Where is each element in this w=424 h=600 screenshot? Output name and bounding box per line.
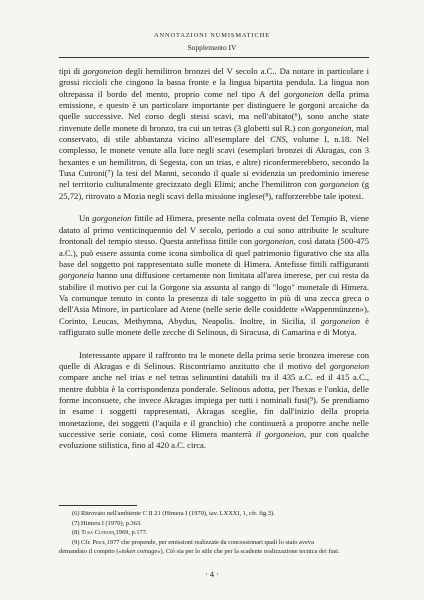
author-name: Price xyxy=(92,538,106,546)
text-run: ,1969, p.177. xyxy=(113,529,148,536)
body-text xyxy=(59,66,369,452)
footnotes xyxy=(59,509,369,557)
footnote-rule xyxy=(59,505,137,506)
text-run: tipi di xyxy=(59,66,84,76)
text-run: demandato il compito (« xyxy=(59,548,122,555)
text-run: Un xyxy=(79,213,93,224)
italic-term: gorgoneion, xyxy=(254,236,296,247)
text-run: pur con qualche evoluzione stilistica, fino al 420 a.C. circa. xyxy=(59,429,369,451)
italic-term: gorgoneion xyxy=(83,66,123,76)
section-subtitle: Supplemento IV xyxy=(187,43,237,52)
text-run: ,1977 che propende, per emissioni realizzate da concessionari quali lo stato aveva xyxy=(105,538,314,546)
italic-term: il gorgoneion, xyxy=(255,429,307,439)
header-rule xyxy=(59,57,369,58)
italic-term: gorgoneion xyxy=(320,315,361,326)
text-run: (g 25,72), ritrovato a Mozia negli scavi della missione inglese(⁸), rafforzerebbe tale ipotesi. xyxy=(59,179,370,201)
italic-term: gorgoneion, xyxy=(312,122,354,133)
text-run: fittile ad Himera, presente nella colmata ovest del Tempio B, viene datato al primo venticinquennio del V secolo, periodo a cui sono attribuite le sculture frontonali del tempio stesso. Questa antefissa fittile con xyxy=(59,213,369,247)
italic-term: gorgoneion xyxy=(329,360,369,371)
text-run: degli hemilitron bronzei del V secolo a.C.. Da notare in particolare i grossi riccioli che cingono la bassa fronte e la lingua bipartita pendula. La lingua non oltrepassa il bordo del mento, proprio come nel tipo A del xyxy=(59,66,369,99)
text-run: mal conservato, di stile abbastanza vicino all'esemplare del xyxy=(59,122,369,145)
text-run: Interessante appare il raffronto tra le monete della prima serie bronzea imerese con quelle di Akragas e di Selinous. Riscontriamo anzitutto che il motivo del xyxy=(59,349,369,371)
text-run: (9) Cfr. xyxy=(72,538,93,546)
text-run: hanno una diffusione certamente non limitata all'area imerese, per cui resta da stabilire il motivo per cui la Gorgone sia assunta al rango di "logo" monetale di Himera. Va comunque tenuto in conto la presenza di tale soggetto in più di una zecca greca o dell'Asia Minore, in particolare ad Atene (nelle serie delle cosiddette «Wappenmünzen»), Corinto, Leucas, Methymna, Abydus, Neapolis. Inoltre, in Sicilia, il xyxy=(59,270,369,326)
footnote-7: (7) Himera I (1970), p.363. xyxy=(72,519,142,527)
footnote-9 xyxy=(59,538,369,548)
footnote-8 xyxy=(59,528,369,538)
text-run: è raffigurato sulle monete delle zecche di Selinous, di Siracusa, di Camarina e di Motya. xyxy=(59,315,369,337)
text-run: »). Ciò sia per lo stile che per la scadente realizzazione tecnica dei fusi. xyxy=(157,548,340,555)
italic-term: token coinage xyxy=(121,548,158,555)
text-run: della prima emissione, e questo è un particolare importante per distinguere le gorgoni arcaiche da quelle successive. Nel corso degli stessi scavi, ma nell'abitato(⁶), sono anche state rinvenute delle monete di bronzo, tra cui un tetras (3 globetti sul R.) con xyxy=(59,88,369,133)
italic-term: CNS xyxy=(270,134,286,145)
italic-term: gorgoneia xyxy=(59,270,95,281)
italic-term: gorgoneion xyxy=(284,88,324,99)
footnote-6: (6) Ritrovato nell'ambiente C II 21 (Himera I (1970), tav. LXXXI, 1, cfr. fig.3). xyxy=(72,510,275,517)
author-name: Tusa Cutroni xyxy=(81,529,114,536)
paragraph-1 xyxy=(59,66,369,202)
paragraph-3 xyxy=(59,350,369,452)
running-title: ANNOTAZIONI NUMISMATICHE xyxy=(153,32,271,39)
page-number: · 4 · xyxy=(205,570,219,579)
paragraph-2 xyxy=(59,213,369,338)
italic-term: gorgoneion xyxy=(319,179,359,190)
text-run: compare anche nel trias e nel tetras selinuntini databili tra il 435 a.C. ed il 415 a.C., mentre dubbia è la corrispondenza ponderale. Selinous adotta, per l'hexas e l'onkia, delle forme inconsuete, che invece Akragas impiega per tutti i nominali fusi(⁹). Se prendiamo in esame i soggetti rappresentati, Akragas sceglie, fin dall'inizio della propria monetazione, dei soggetti (l'aquila e il granchio) che continuerà a proporre anche nelle successive serie coniate, così come Himera manterrà xyxy=(59,372,369,439)
text-run: (8) xyxy=(72,529,82,536)
text-run: così datata (500-475 a.C.), può essere assunta come icona simbolica di quel patrimonio figurativo che sta alla base del soggetto poi rappresentato sulle monete di Himera. Antefisse fittili raffiguranti xyxy=(59,236,369,269)
footnote-9-continued xyxy=(59,547,369,557)
italic-term: gorgoneion xyxy=(92,213,132,224)
text-run: , volume I, n.18. Nel complesso, le monete venute alla luce negli scavi (esemplari bronzei di Akragas, con 3 hexantes e un hemilitron, di Segesta, con un trias, e altre) riconfermerebbero, secondo la Tusa Cutroni(⁷) la tesi del Manni, secondo il quale si evidenzia un predominio imerese nel territorio culturalmente grecizzato degli Elimi; anche l'hemilitron con xyxy=(59,134,369,190)
